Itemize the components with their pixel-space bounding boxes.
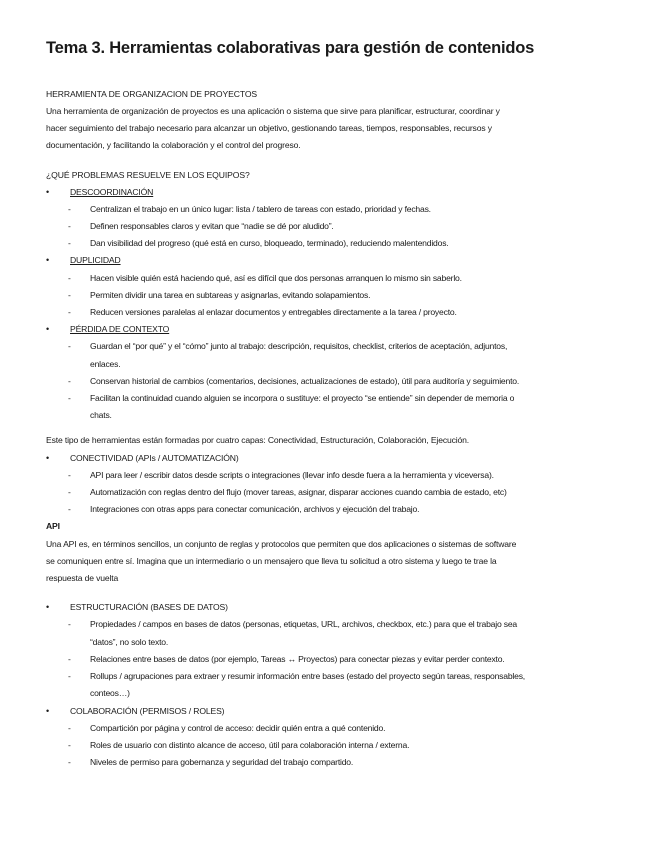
section-organization-tool: [46, 86, 610, 155]
connectivity-list: [46, 450, 610, 519]
bullet-icon: •: [46, 324, 50, 335]
list-item-label: ESTRUCTURACIÓN (BASES DE DATOS): [70, 602, 228, 613]
sub-list-item: - Hacen visible quién está haciendo qué, así es difícil que dos personas arranquen lo mismo sin saberlo.: [46, 270, 610, 287]
section-structure-collab: [46, 599, 610, 771]
bullet-icon: •: [46, 452, 50, 463]
dash-icon: -: [68, 221, 71, 232]
dash-icon: -: [68, 619, 71, 630]
dash-icon: -: [68, 272, 71, 283]
list-item-label: PÉRDIDA DE CONTEXTO: [70, 324, 170, 335]
structure-list: [46, 599, 610, 771]
paragraph-line: documentación, y facilitando la colaboración y el control del progreso.: [46, 140, 301, 151]
sub-list-item: - Roles de usuario con distinto alcance de acceso, útil para colaboración interna / externa.: [46, 737, 610, 754]
list-item-label: DUPLICIDAD: [70, 255, 121, 266]
dash-icon: -: [68, 487, 71, 498]
paragraph-line: se comuniquen entre sí. Imagina que un intermediario o un mensajero que lleva tu solicitud a otro sistema y luego te trae la: [46, 555, 497, 566]
list-item-duplicidad: [46, 252, 610, 269]
dash-icon: -: [68, 307, 71, 318]
list-item-conectividad: [46, 450, 610, 467]
dash-icon: -: [68, 504, 71, 515]
list-item-estructuracion: [46, 599, 610, 616]
dash-icon: -: [68, 653, 71, 664]
dash-icon: -: [68, 739, 71, 750]
problems-list: [46, 184, 610, 425]
list-item-label: DESCOORDINACIÓN: [70, 186, 154, 197]
sub-list-item: - Niveles de permiso para gobernanza y seguridad del trabajo compartido.: [46, 754, 610, 771]
sub-list-item: - Dan visibilidad del progreso (qué está en curso, bloqueado, terminado), reduciendo malentendidos.: [46, 235, 610, 252]
dash-icon: -: [68, 671, 71, 682]
list-item-perdida-contexto: [46, 321, 610, 338]
sub-list-item: - Compartición por página y control de acceso: decidir quién entra a qué contenido.: [46, 720, 610, 737]
dash-icon: -: [68, 469, 71, 480]
api-heading: API: [46, 521, 60, 532]
paragraph-line: respuesta de vuelta: [46, 573, 119, 584]
sub-list-item: - Relaciones entre bases de datos (por ejemplo, Tareas ↔ Proyectos) para conectar piezas y evitar perder contexto.: [46, 651, 610, 668]
sub-list-item: - Guardan el “por qué” y el “cómo” junto al trabajo: descripción, requisitos, checklist, criterios de aceptación, adjuntos, enlaces.: [46, 338, 610, 372]
paragraph-line: hacer seguimiento del trabajo necesario para alcanzar un objetivo, gestionando tareas, tiempos, responsables, recursos y: [46, 123, 492, 134]
sub-list-item: - Conservan historial de cambios (comentarios, decisiones, actualizaciones de estado), útil para auditoría y seguimiento.: [46, 373, 610, 390]
sub-list-item: - Automatización con reglas dentro del flujo (mover tareas, asignar, disparar acciones cuando cambia de estado, etc): [46, 484, 610, 501]
dash-icon: -: [68, 289, 71, 300]
sub-list-item: - Rollups / agrupaciones para extraer y resumir información entre bases (estado del proyecto según tareas, responsables, conteos…): [46, 668, 610, 702]
dash-icon: -: [68, 375, 71, 386]
section-heading: HERRAMIENTA DE ORGANIZACION DE PROYECTOS: [46, 89, 258, 99]
section-problems: [46, 167, 610, 425]
list-item-label: COLABORACIÓN (PERMISOS / ROLES): [70, 705, 225, 716]
paragraph-line: Este tipo de herramientas están formadas por cuatro capas: Conectividad, Estructuración, Colaboración, Ejecución.: [46, 435, 469, 446]
sub-list-item: - Propiedades / campos en bases de datos (personas, etiquetas, URL, archivos, checkbox, etc.) para que el trabajo sea “datos”, no solo texto.: [46, 616, 610, 650]
dash-icon: -: [68, 238, 71, 249]
sub-list-item: - Facilitan la continuidad cuando alguien se incorpora o sustituye: el proyecto “se entiende” sin depender de memoria o chats.: [46, 390, 610, 424]
list-item-colaboracion: [46, 703, 610, 720]
dash-icon: -: [68, 757, 71, 768]
bullet-icon: •: [46, 255, 50, 266]
paragraph-line: Una herramienta de organización de proyectos es una aplicación o sistema que sirve para planificar, estructurar, coordinar y: [46, 106, 500, 116]
dash-icon: -: [68, 722, 71, 733]
dash-icon: -: [68, 393, 71, 404]
section-layers: [46, 432, 610, 587]
section-heading: ¿QUÉ PROBLEMAS RESUELVE EN LOS EQUIPOS?: [46, 169, 250, 180]
paragraph-line: Una API es, en términos sencillos, un conjunto de reglas y protocolos que permiten que dos aplicaciones o sistemas de software: [46, 538, 517, 549]
list-item-label: CONECTIVIDAD (APIs / AUTOMATIZACIÓN): [70, 452, 239, 463]
bullet-icon: •: [46, 705, 50, 716]
sub-list-item: - Centralizan el trabajo en un único lugar: lista / tablero de tareas con estado, prioridad y fechas.: [46, 201, 610, 218]
dash-icon: -: [68, 203, 71, 214]
bullet-icon: •: [46, 186, 50, 197]
sub-list-item: - Permiten dividir una tarea en subtareas y asignarlas, evitando solapamientos.: [46, 287, 610, 304]
dash-icon: -: [68, 341, 71, 352]
sub-list-item: - Reducen versiones paralelas al enlazar documentos y entregables directamente a la tarea / proyecto.: [46, 304, 610, 321]
bullet-icon: •: [46, 602, 50, 613]
sub-list-item: - Integraciones con otras apps para conectar comunicación, archivos y ejecución del trabajo.: [46, 501, 610, 518]
list-item-descoordinacion: [46, 184, 610, 201]
page-title: Tema 3. Herramientas colaborativas para gestión de contenidos: [46, 39, 535, 57]
sub-list-item: - Definen responsables claros y evitan que “nadie se dé por aludido”.: [46, 218, 610, 235]
sub-list-item: - API para leer / escribir datos desde scripts o integraciones (llevar info desde fuera a la herramienta y viceversa).: [46, 467, 610, 484]
